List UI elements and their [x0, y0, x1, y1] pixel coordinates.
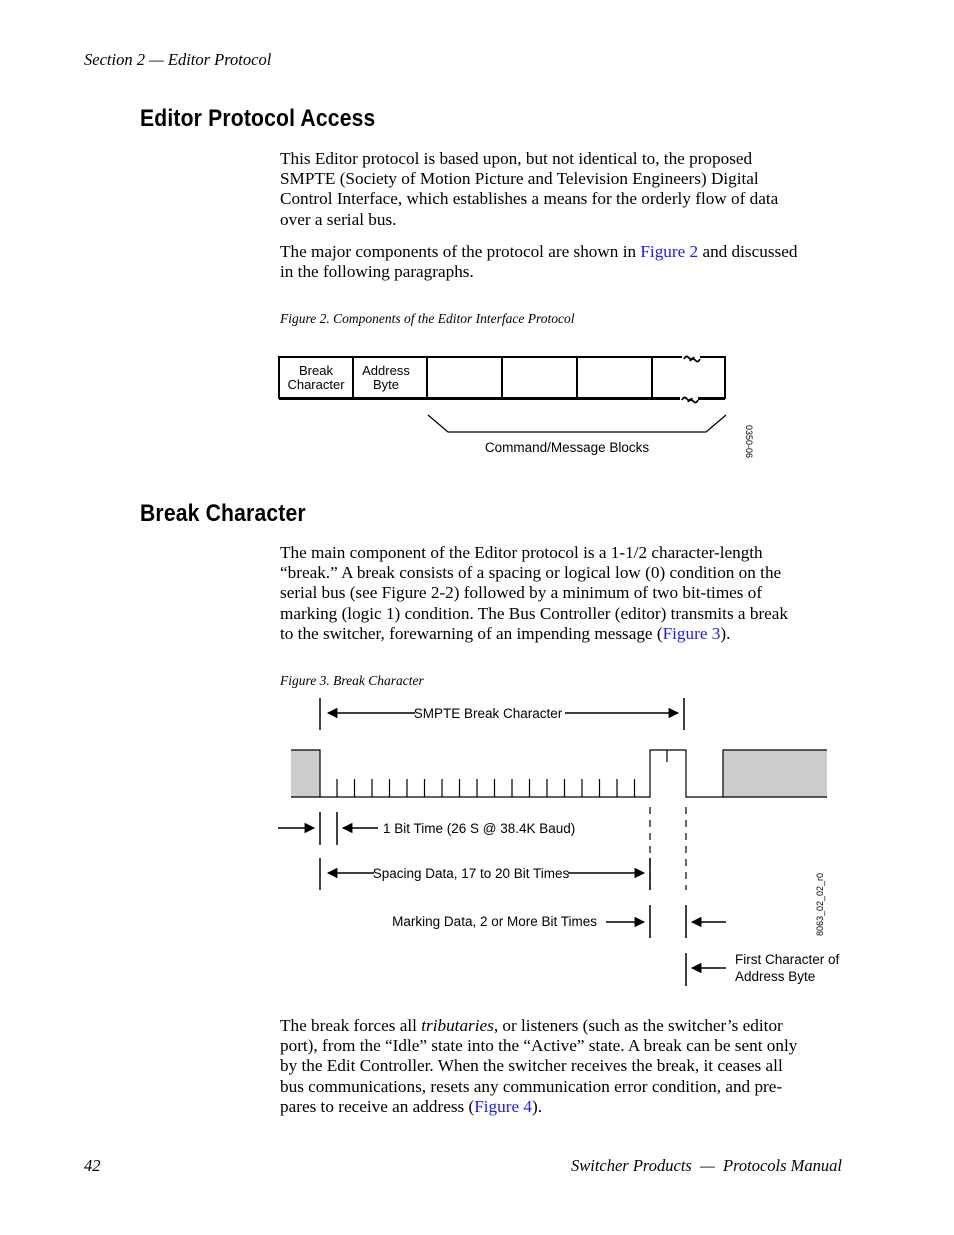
- text-line: marking (logic 1) condition. The Bus Controller (editor) transmits a break: [280, 603, 789, 623]
- text-line: The main component of the Editor protocol is a 1-1/2 character-length: [280, 543, 763, 562]
- block-break-character-line1: Break: [299, 363, 333, 378]
- figure-3-timing-diagram: [270, 690, 840, 995]
- text-line: [280, 242, 842, 262]
- text-line: SMPTE (Society of Motion Picture and Television Engineers) Digital: [280, 169, 759, 189]
- footer-title: Switcher Products — Protocols Manual: [570, 1156, 842, 1175]
- figure-3-id: 8063_02_02_r0: [815, 872, 825, 936]
- paragraph-break-description: [280, 543, 842, 644]
- text-line: [280, 1097, 842, 1117]
- block-address-byte-line1: Address: [362, 363, 410, 378]
- text-segment: ).: [720, 623, 731, 643]
- text-segment: ).: [531, 1096, 543, 1116]
- smpte-break-character-label: SMPTE Break Character: [413, 706, 563, 721]
- command-blocks-bracket: [428, 415, 726, 432]
- text-line: Control Interface, which establishes a means for the orderly flow of data: [280, 189, 779, 209]
- text-line: This Editor protocol is based upon, but not identical to, the proposed: [280, 149, 753, 168]
- text-line: bus communications, resets any communication error condition, and pre-: [280, 1076, 783, 1096]
- page-number: 42: [84, 1156, 101, 1175]
- paragraph-components: [280, 242, 842, 282]
- figure-4-link[interactable]: Figure 4: [474, 1096, 532, 1116]
- break-mark-top: [682, 349, 700, 365]
- text-segment: The major components of the protocol are shown in: [280, 242, 641, 261]
- italic-term-tributaries: tributaries: [421, 1016, 494, 1035]
- text-line: “break.” A break consists of a spacing or logical low (0) condition on the: [280, 563, 782, 583]
- marking-data-label: Marking Data, 2 or More Bit Times: [392, 914, 597, 929]
- text-line: by the Edit Controller. When the switcher receives the break, it ceases all: [280, 1056, 783, 1076]
- text-line: [280, 624, 842, 644]
- command-message-blocks-label: Command/Message Blocks: [484, 440, 650, 455]
- first-character-block: [723, 750, 827, 797]
- figure-3-caption: Figure 3. Break Character: [280, 673, 424, 688]
- text-line: serial bus (see Figure 2-2) followed by a minimum of two bit-times of: [280, 583, 763, 603]
- text-segment: , or listeners (such as the switcher’s editor: [493, 1016, 783, 1035]
- idle-marking-block: [291, 750, 320, 797]
- text-segment: and discussed: [698, 242, 798, 261]
- text-line: port), from the “Idle” state into the “Active” state. A break can be sent only: [280, 1036, 798, 1056]
- figure-2-link[interactable]: Figure 2: [640, 242, 699, 261]
- figure-2-diagram: [270, 345, 770, 460]
- block-break-character-line2: Character: [287, 377, 345, 392]
- running-header: Section 2 — Editor Protocol: [84, 50, 272, 69]
- text-line: over a serial bus.: [280, 209, 397, 229]
- paragraph-break-effect: [280, 1016, 842, 1117]
- figure-3-link[interactable]: Figure 3: [662, 623, 721, 643]
- first-char-label-line2: Address Byte: [735, 969, 816, 984]
- first-char-label-line1: First Character of: [735, 952, 840, 967]
- paragraph-protocol-intro: [280, 149, 842, 230]
- text-line: [280, 1016, 842, 1036]
- bit-ticks: [337, 750, 667, 797]
- text-line: in the following paragraphs.: [280, 262, 474, 282]
- text-segment: The break forces all: [280, 1016, 422, 1035]
- text-segment: pares to receive an address (: [280, 1096, 475, 1116]
- figure-2-id: 0350-06: [744, 425, 754, 459]
- block-address-byte-line2: Byte: [372, 377, 400, 392]
- break-mark-bottom: [680, 390, 698, 406]
- section-title-editor-protocol-access: Editor Protocol Access: [140, 105, 376, 132]
- figure-2-caption: Figure 2. Components of the Editor Interface Protocol: [280, 311, 575, 326]
- spacing-data-label: Spacing Data, 17 to 20 Bit Times: [372, 866, 570, 881]
- text-segment: to the switcher, forewarning of an impending message (: [280, 623, 663, 643]
- section-title-break-character: Break Character: [140, 500, 306, 527]
- bit-time-label: 1 Bit Time (26 S @ 38.4K Baud): [383, 821, 576, 836]
